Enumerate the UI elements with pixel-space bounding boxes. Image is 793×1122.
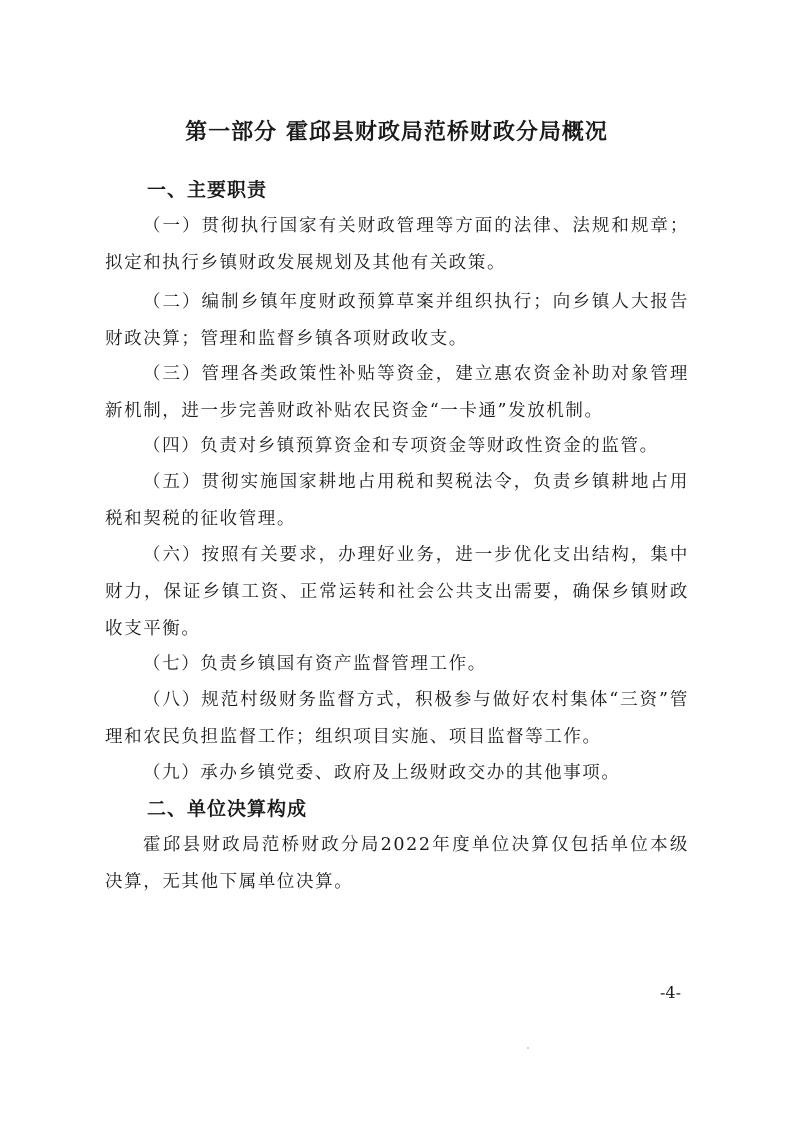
- duty-item-4: （四）负责对乡镇预算资金和专项资金等财政性资金的监管。: [143, 436, 659, 456]
- duty-item-8: （八）规范村级财务监督方式，积极参与做好农村集体“三资”管理和农民负担监督工作；组织项目实施、项目监督等工作。: [105, 690, 689, 747]
- duty-item-9: （九）承办乡镇党委、政府及上级财政交办的其他事项。: [143, 763, 621, 783]
- section-heading-final-accounts: 二、单位决算构成: [147, 798, 308, 820]
- duty-item-7: （七）负责乡镇国有资产监督管理工作。: [143, 654, 487, 674]
- duty-item-5: （五）贯彻实施国家耕地占用税和契税法令，负责乡镇耕地占用税和契税的征收管理。: [105, 472, 689, 529]
- duty-item-6: （六）按照有关要求，办理好业务，进一步优化支出结构，集中财力，保证乡镇工资、正常运转和社会公共支出需要，确保乡镇财政收支平衡。: [105, 545, 689, 639]
- duty-item-1: （一）贯彻执行国家有关财政管理等方面的法律、法规和规章；拟定和执行乡镇财政发展规划及其他有关政策。: [105, 216, 689, 273]
- section-heading-main-duties: 一、主要职责: [147, 179, 268, 201]
- page-title: 第一部分 霍邱县财政局范桥财政分局概况: [185, 119, 608, 145]
- page-number: -4-: [660, 983, 681, 1002]
- duty-item-3: （三）管理各类政策性补贴等资金，建立惠农资金补助对象管理新机制，进一步完善财政补贴农民资金“一卡通”发放机制。: [105, 364, 689, 421]
- final-accounts-body: 霍邱县财政局范桥财政分局2022年度单位决算仅包括单位本级决算，无其他下属单位决算。: [105, 835, 689, 892]
- scan-speck: [527, 1047, 529, 1049]
- duty-item-2: （二）编制乡镇年度财政预算草案并组织执行；向乡镇人大报告财政决算；管理和监督乡镇各项财政收支。: [105, 292, 689, 349]
